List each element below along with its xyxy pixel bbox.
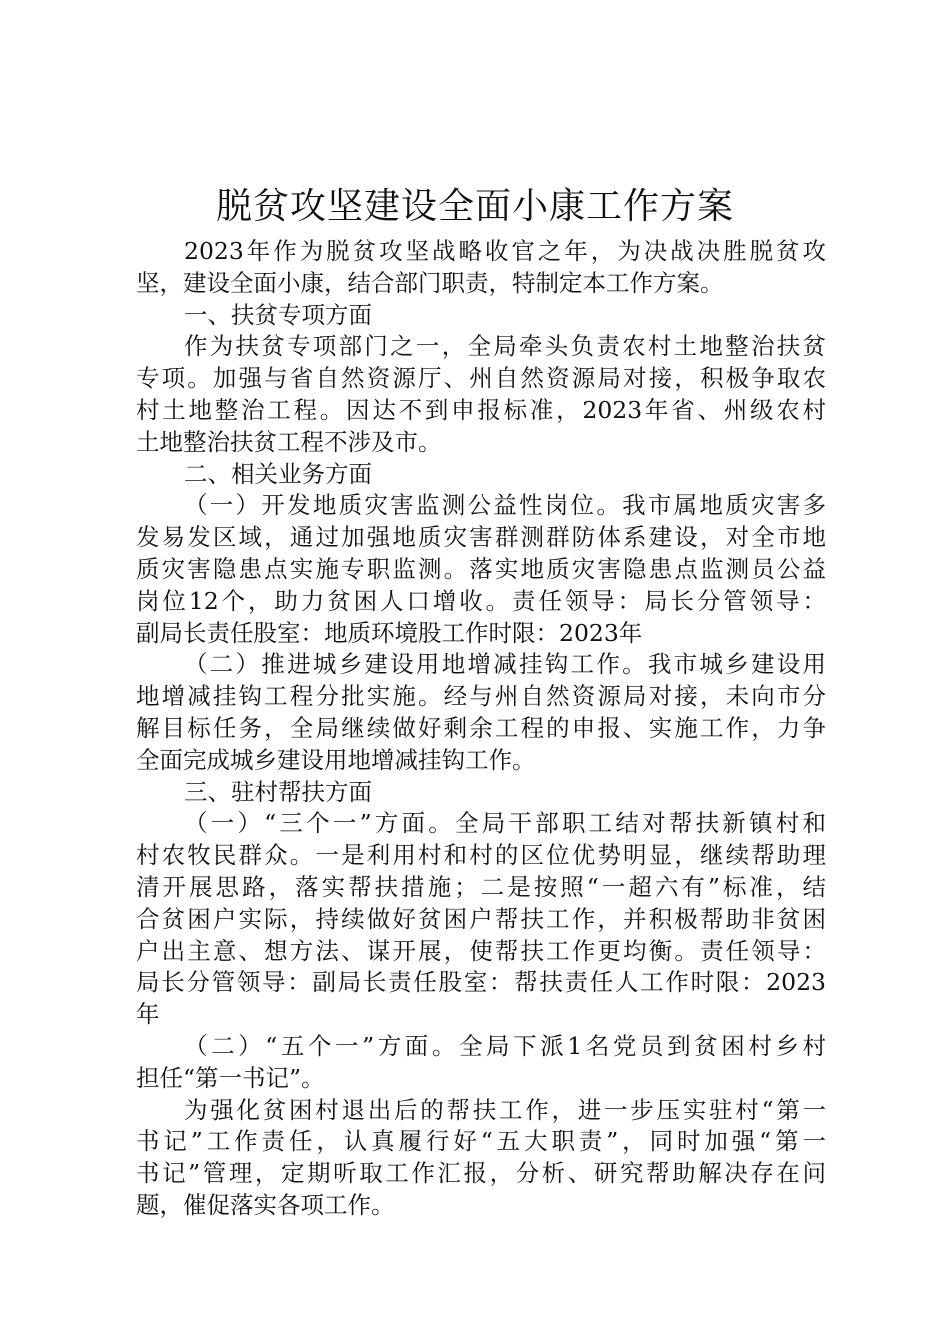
paragraph-line: （一）开发地质灾害监测公益性岗位。我市属地质灾害多 xyxy=(184,491,826,520)
paragraph-line: 专项。加强与省自然资源厅、州自然资源局对接，积极争取农 xyxy=(136,364,826,393)
paragraph-line: 副局长责任股室：地质环境股工作时限：2023年 xyxy=(136,618,643,647)
paragraph-line: （二）推进城乡建设用地增减挂钩工作。我市城乡建设用 xyxy=(184,650,826,679)
paragraph-line: 解目标任务，全局继续做好剩余工程的申报、实施工作，力争 xyxy=(136,713,826,742)
paragraph-line: 清开展思路，落实帮扶措施；二是按照“一超六有”标准，结 xyxy=(136,872,826,901)
paragraph-line: 合贫困户实际，持续做好贫困户帮扶工作，并积极帮助非贫困 xyxy=(136,904,826,933)
paragraph-line: 户出主意、想方法、谋开展，使帮扶工作更均衡。责任领导： xyxy=(136,936,826,965)
section-heading: 三、驻村帮扶方面 xyxy=(184,777,372,806)
paragraph-line: （二）“五个一”方面。全局下派1名党员到贫困村乡村 xyxy=(184,1031,826,1060)
paragraph-line: 坚，建设全面小康，结合部门职责，特制定本工作方案。 xyxy=(136,268,724,297)
paragraph-line: 发易发区域，通过加强地质灾害群测群防体系建设，对全市地 xyxy=(136,523,826,552)
paragraph-line: 全面完成城乡建设用地增减挂钩工作。 xyxy=(136,745,536,774)
paragraph-line: （一）“三个一”方面。全局干部职工结对帮扶新镇村和 xyxy=(184,809,826,838)
paragraph-line: 书记”管理，定期听取工作汇报，分析、研究帮助解决存在问 xyxy=(136,1159,826,1188)
paragraph-line: 年 xyxy=(136,1000,160,1029)
paragraph-line: 村农牧民群众。一是利用村和村的区位优势明显，继续帮助理 xyxy=(136,841,826,870)
section-heading: 二、相关业务方面 xyxy=(184,459,372,488)
paragraph-line: 村土地整治工程。因达不到申报标准，2023年省、州级农村 xyxy=(136,395,826,424)
paragraph-line: 书记”工作责任，认真履行好“五大职责”，同时加强“第一 xyxy=(136,1127,826,1156)
paragraph-line: 局长分管领导：副局长责任股室：帮扶责任人工作时限：2023 xyxy=(136,968,826,997)
section-heading: 一、扶贫专项方面 xyxy=(184,300,372,329)
paragraph-line: 担任“第一书记”。 xyxy=(136,1063,325,1092)
paragraph-line: 作为扶贫专项部门之一，全局牵头负责农村土地整治扶贫 xyxy=(184,332,826,361)
document-title: 脱贫攻坚建设全面小康工作方案 xyxy=(215,186,734,227)
paragraph-line: 题，催促落实各项工作。 xyxy=(136,1190,395,1219)
paragraph-line: 2023年作为脱贫攻坚战略收官之年，为决战决胜脱贫攻 xyxy=(184,237,826,265)
paragraph-line: 地增减挂钩工程分批实施。经与州自然资源局对接，未向市分 xyxy=(136,682,826,711)
paragraph-line: 土地整治扶贫工程不涉及市。 xyxy=(136,427,442,456)
paragraph-line: 为强化贫困村退出后的帮扶工作，进一步压实驻村“第一 xyxy=(184,1095,826,1124)
paragraph-line: 质灾害隐患点实施专职监测。落实地质灾害隐患点监测员公益 xyxy=(136,554,826,583)
paragraph-line: 岗位12个，助力贫困人口增收。责任领导：局长分管领导： xyxy=(136,586,826,615)
document-body xyxy=(136,236,826,1222)
